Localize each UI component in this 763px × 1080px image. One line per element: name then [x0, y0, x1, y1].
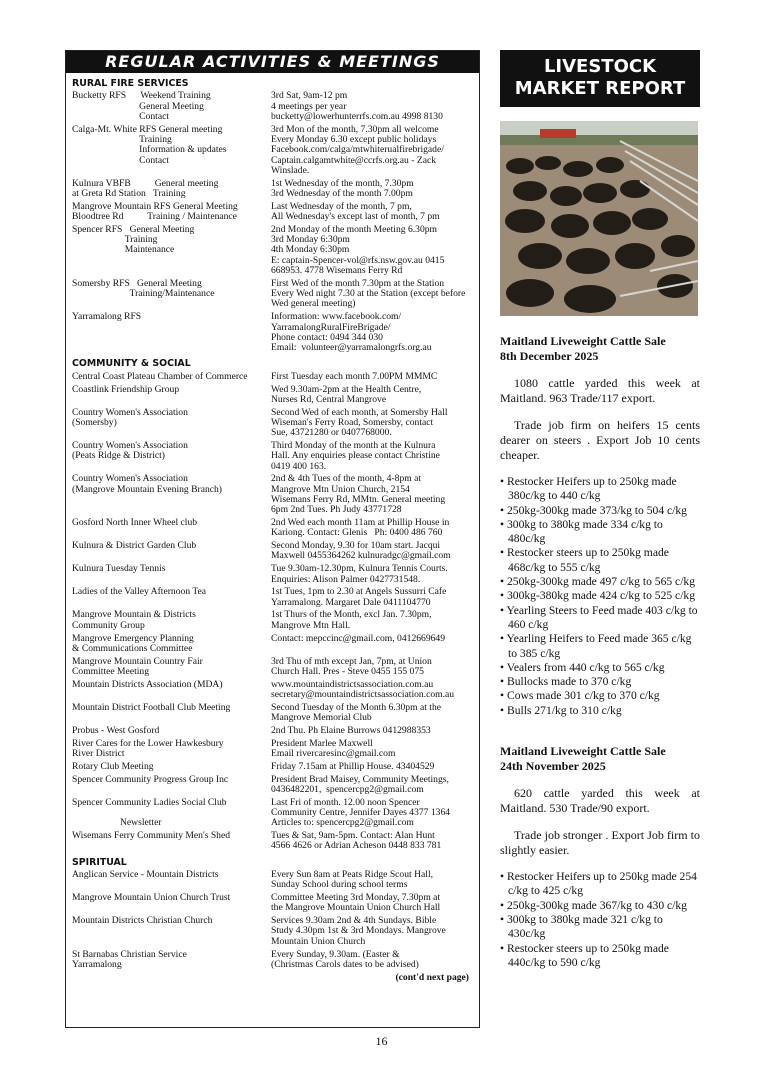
- section-heading: RURAL FIRE SERVICES: [72, 78, 189, 89]
- activity-name: Country Women's Association (Somersby): [72, 406, 188, 428]
- price-item: • 250kg-300kg made 367/kg to 430 c/kg: [500, 899, 700, 913]
- price-item: • Restocker Heifers up to 250kg made 254 c/kg to 425 c/kg: [500, 870, 700, 899]
- activity-details: Third Monday of the month at the Kulnura Hall. Any enquiries please contact Christine 0419 400 163.: [271, 440, 440, 472]
- activity-row: [72, 587, 473, 608]
- activity-details: 1st Tues, 1pm to 2.30 at Angels Sussurri Cafe Yarramalong. Margaret Dale 0411104770: [271, 586, 447, 608]
- sale1-heading-date: 8th December 2025: [500, 349, 599, 363]
- price-item: • Restocker steers up to 250kg made 468c/kg to 555 c/kg: [500, 546, 700, 575]
- activity-details: President Marlee Maxwell Email rivercaresinc@gmail.com: [271, 737, 396, 760]
- activity-name: Spencer RFS General Meeting Training Maintenance: [72, 223, 195, 256]
- activity-row: [72, 312, 473, 353]
- activity-row: [72, 408, 473, 439]
- activity-row: [72, 893, 473, 914]
- activity-details: Last Fri of month. 12.00 noon Spencer Community Centre, Jennifer Dayes 4377 1364 Articles to: spencercpg2@gmail.com: [271, 796, 451, 829]
- activity-row: [72, 441, 473, 472]
- activity-details: Tue 9.30am-12.30pm, Kulnura Tennis Courts. Enquiries: Alison Palmer 0427731548.: [271, 563, 448, 585]
- activity-name: Mangrove Mountain Union Church Trust: [72, 892, 231, 904]
- price-item: • Vealers from 440 c/kg to 565 c/kg: [500, 661, 700, 675]
- activity-details: Services 9.30am 2nd & 4th Sundays. Bible Study 4.30pm 1st & 3rd Mondays. Mangrove Mountain Union Church: [271, 915, 446, 947]
- cattle-yard-illustration: [500, 121, 698, 316]
- price-item: • 250kg-300kg made 373/kg to 504 c/kg: [500, 504, 700, 518]
- cattle-yard-photo: [500, 121, 698, 316]
- price-item: • Restocker Heifers up to 250kg made 380c/kg to 440 c/kg: [500, 475, 700, 504]
- activity-name: River Cares for the Lower Hawkesbury River District: [72, 737, 224, 760]
- activity-row: [72, 279, 473, 310]
- sale2-heading-line1: Maitland Liveweight Cattle Sale: [500, 744, 666, 759]
- sale2-price-list: [500, 870, 700, 970]
- activity-details: Friday 7.15am at Phillip House. 43404529: [271, 760, 435, 772]
- activity-details: Second Monday, 9.30 for 10am start. Jacqui Maxwell 0455364262 kulnuradgc@gmail.com: [271, 540, 451, 562]
- activity-details: 1st Wednesday of the month, 7.30pm 3rd Wednesday of the month 7.00pm: [271, 177, 414, 199]
- activity-row: [72, 541, 473, 562]
- activity-details: Last Wednesday of the month, 7 pm, All Wednesday's except last of month, 7 pm: [271, 200, 440, 223]
- activity-details: Every Sunday, 9.30am. (Easter & (Christmas Carols dates to be advised): [271, 948, 419, 970]
- section-heading: SPIRITUAL: [72, 856, 127, 868]
- activity-name: Somersby RFS General Meeting Training/Maintenance: [72, 277, 215, 300]
- activity-row: [72, 372, 473, 382]
- activity-row: [72, 385, 473, 406]
- activity-row: [72, 657, 473, 678]
- activity-name: Ladies of the Valley Afternoon Tea: [72, 586, 207, 598]
- livestock-title-line1: LIVESTOCK: [543, 56, 657, 77]
- activity-name: Bucketty RFS Weekend Training General Meeting Contact: [72, 90, 211, 122]
- activity-row: [72, 179, 473, 200]
- activity-row: [72, 703, 473, 724]
- activity-name: Mountain Districts Christian Church: [72, 915, 213, 927]
- activity-name: Mangrove Emergency Planning & Communications Committee: [72, 632, 194, 654]
- activity-name: Anglican Service - Mountain Districts: [72, 868, 219, 880]
- activity-row: [72, 916, 473, 947]
- price-item: • Bulls 271/kg to 310 c/kg: [500, 704, 700, 718]
- activity-name: St Barnabas Christian Service Yarramalong: [72, 948, 187, 970]
- activity-row: [72, 518, 473, 539]
- activity-row: [72, 726, 473, 736]
- activity-details: 3rd Sat, 9am-12 pm 4 meetings per year bucketty@lowerhunterrfs.com.au 4998 8130: [271, 90, 443, 122]
- activity-name: Spencer Community Ladies Social Club Newsletter: [72, 796, 227, 829]
- activity-row: [72, 91, 473, 122]
- activity-details: www.mountaindistrictsassociation.com.au secretary@mountaindistrictsassociation.com.au: [271, 678, 455, 701]
- activity-name: Spencer Community Progress Group Inc: [72, 773, 229, 785]
- activity-row: [72, 202, 473, 223]
- regular-activities-panel: [65, 50, 480, 1028]
- sale1-yarding-text: 1080 cattle yarded this week at Maitland. 963 Trade/117 export.: [500, 376, 700, 405]
- price-item: • Yearling Heifers to Feed made 365 c/kg to 385 c/kg: [500, 632, 700, 661]
- sale2-yarding-text: 620 cattle yarded this week at Maitland. 530 Trade/90 export.: [500, 786, 700, 816]
- activity-name: Mountain District Football Club Meeting: [72, 701, 231, 713]
- activity-name: Country Women's Association (Peats Ridge & District): [72, 440, 188, 462]
- activity-row: [72, 870, 473, 891]
- sale2-heading: [500, 744, 700, 774]
- activity-details: Committee Meeting 3rd Monday, 7.30pm at the Mangrove Mountain Union Church Hall: [271, 892, 441, 914]
- activity-name: Wisemans Ferry Community Men's Shed: [72, 830, 231, 842]
- activity-name: Mangrove Mountain Country Fair Committee Meeting: [72, 655, 203, 677]
- activity-details: 2nd Wed each month 11am at Phillip House in Kariong. Contact: Glenis Ph: 0400 486 760: [271, 517, 450, 539]
- activity-details: First Tuesday each month 7.00PM MMMC: [271, 370, 438, 382]
- section-heading: COMMUNITY & SOCIAL: [72, 358, 191, 370]
- activity-details: Every Sun 8am at Peats Ridge Scout Hall, Sunday School during school terms: [271, 868, 434, 891]
- price-item: • 300kg to 380kg made 321 c/kg to 430c/kg: [500, 913, 700, 942]
- activity-details: 2nd Thu. Ph Elaine Burrows 0412988353: [271, 724, 431, 736]
- activity-details: Second Wed of each month, at Somersby Hall Wiseman's Ferry Road, Somersby, contact Sue, 43721280 or 0407768000.: [271, 406, 448, 439]
- continued-note: (cont'd next page): [395, 971, 469, 983]
- activity-details: President Brad Maisey, Community Meetings, 0436482201, spencercpg2@gmail.com: [271, 773, 449, 795]
- activity-row: [72, 474, 473, 515]
- activities-banner: REGULAR ACTIVITIES & MEETINGS: [66, 51, 479, 73]
- activity-name: Coastlink Friendship Group: [72, 383, 180, 395]
- activity-details: 2nd Monday of the month Meeting 6.30pm 3rd Monday 6:30pm 4th Monday 6:30pm E: captain-Spencer-vol@rfs.nsw.gov.au 0415 668953. 4778 Wisemans Ferry Rd: [271, 223, 445, 277]
- activity-details: 2nd & 4th Tues of the month, 4-8pm at Mangrove Mtn Union Church, 2154 Wisemans Ferry Rd, MMtn. General meeting 6pm 2nd Tues. Ph Judy 43771728: [271, 473, 446, 516]
- activity-name: Kulnura VBFB General meeting at Greta Rd Station Training: [72, 177, 219, 199]
- activity-row: [72, 775, 473, 796]
- activity-row: [72, 798, 473, 829]
- sale1-trade-text: Trade job firm on heifers 15 cents dearer on steers . Export Job 10 cents cheaper.: [500, 418, 700, 462]
- activity-details: Second Tuesday of the Month 6.30pm at the Mangrove Memorial Club: [271, 701, 442, 724]
- livestock-title: [500, 50, 700, 107]
- price-item: • Yearling Steers to Feed made 403 c/kg to 460 c/kg: [500, 604, 700, 633]
- activity-details: Wed 9.30am-2pm at the Health Centre, Nurses Rd, Central Mangrove: [271, 383, 422, 405]
- activities-list: [66, 73, 479, 983]
- activity-row: [72, 125, 473, 176]
- price-item: • Restocker steers up to 250kg made 440c/kg to 590 c/kg: [500, 942, 700, 971]
- price-item: • Bullocks made to 370 c/kg: [500, 675, 700, 689]
- activity-details: 1st Thurs of the Month, excl Jan. 7.30pm, Mangrove Mtn Hall.: [271, 609, 432, 631]
- sale1-heading: [500, 334, 700, 364]
- activity-row: [72, 831, 473, 852]
- activity-details: First Wed of the month 7.30pm at the Station Every Wed night 7.30 at the Station (except before Wed general meeting): [271, 277, 466, 310]
- activity-name: Probus - West Gosford: [72, 724, 160, 736]
- activity-name: Mangrove Mountain & Districts Community Group: [72, 609, 196, 631]
- page-number: 16: [375, 1034, 388, 1048]
- price-item: • Cows made 301 c/kg to 370 c/kg: [500, 689, 700, 703]
- activity-name: Yarramalong RFS: [72, 311, 142, 323]
- activity-name: Kulnura Tuesday Tennis: [72, 563, 166, 575]
- activity-name: Kulnura & District Garden Club: [72, 540, 197, 552]
- activity-details: 3rd Mon of the month, 7.30pm all welcome Every Monday 6.30 except public holidays Facebook.com/calga/mtwhiterualfirebrigade/ Captain.calgamtwhite@ccrfs.org.au - Zack Winslade.: [271, 123, 444, 176]
- activity-name: Rotary Club Meeting: [72, 760, 154, 772]
- activity-name: Central Coast Plateau Chamber of Commerce: [72, 370, 248, 382]
- activity-row: [72, 634, 473, 655]
- price-item: • 250kg-300kg made 497 c/kg to 565 c/kg: [500, 575, 700, 589]
- livestock-title-line2: MARKET REPORT: [514, 78, 686, 99]
- livestock-report-column: [500, 50, 700, 970]
- activity-details: Information: www.facebook.com/ YarramalongRuralFireBrigade/ Phone contact: 0494 344 030 Email: volunteer@yarramalongrfs.org.au: [271, 311, 432, 354]
- activity-row: [72, 762, 473, 772]
- activity-name: Country Women's Association (Mangrove Mountain Evening Branch): [72, 473, 222, 495]
- sale1-price-list: [500, 475, 700, 718]
- activity-name: Gosford North Inner Wheel club: [72, 517, 198, 529]
- sale1-heading-line1: Maitland Liveweight Cattle Sale: [500, 334, 666, 348]
- activity-row: [72, 610, 473, 631]
- price-item: • 300kg-380kg made 424 c/kg to 525 c/kg: [500, 589, 700, 603]
- activity-name: Mountain Districts Association (MDA): [72, 678, 223, 690]
- activity-row: [72, 739, 473, 760]
- price-item: • 300kg to 380kg made 334 c/kg to 480c/kg: [500, 518, 700, 547]
- activity-details: Tues & Sat, 9am-5pm. Contact: Alan Hunt 4566 4626 or Adrian Acheson 0448 833 781: [271, 830, 442, 852]
- activity-row: [72, 564, 473, 585]
- activity-details: Contact: mepccinc@gmail.com, 0412669649: [271, 632, 446, 644]
- activity-row: [72, 680, 473, 701]
- activity-name: Calga-Mt. White RFS General meeting Training Information & updates Contact: [72, 123, 227, 166]
- sale2-trade-text: Trade job stronger . Export Job firm to slightly easier.: [500, 828, 700, 858]
- sale2-heading-date: 24th November 2025: [500, 759, 606, 774]
- activity-details: 3rd Thu of mth except Jan, 7pm, at Union Church Hall. Pres - Steve 0455 155 075: [271, 655, 432, 677]
- activity-row: [72, 225, 473, 276]
- activity-row: [72, 950, 473, 971]
- activity-name: Mangrove Mountain RFS General Meeting Bloodtree Rd Training / Maintenance: [72, 200, 238, 223]
